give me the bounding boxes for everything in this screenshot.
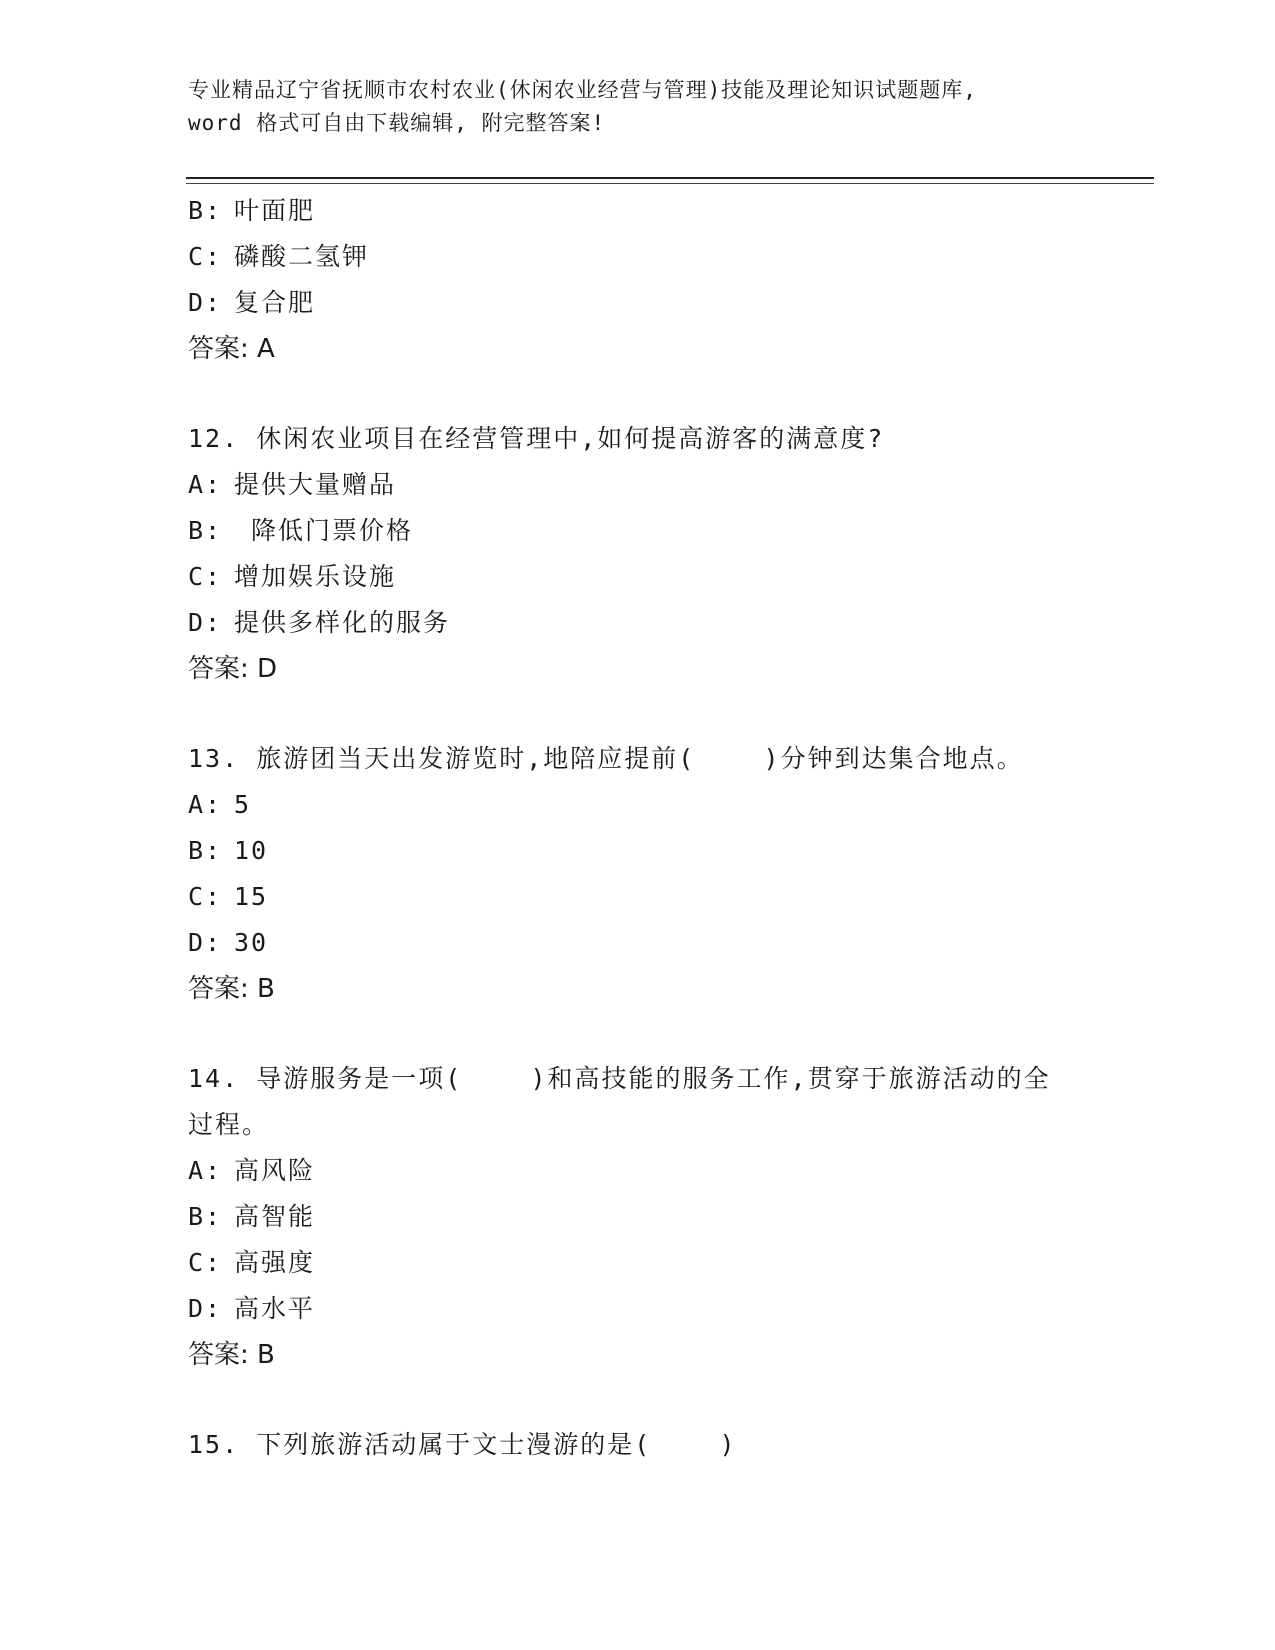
answer-line: 答案: D [188,654,278,684]
option-label: D: [188,928,223,957]
option-b [188,1194,1088,1240]
question-text-line2: 过程。 [188,1110,270,1139]
question-text: 12. 休闲农业项目在经营管理中,如何提高游客的满意度? [188,424,885,453]
question-13 [188,736,1088,1012]
option-d [188,600,1088,646]
option-label: A: [188,470,223,499]
header-divider-thick [186,177,1154,179]
option-a [188,782,1088,828]
option-text: 提供大量赠品 [234,470,397,499]
document-header [188,74,1088,140]
option-c [188,1240,1088,1286]
spacer [188,692,1088,736]
header-title-line1: 专业精品辽宁省抚顺市农村农业(休闲农业经营与管理)技能及理论知识试题题库, [188,78,977,102]
option-label: B: [188,516,223,545]
answer-line: 答案: B [188,974,275,1004]
header-title-line2: word 格式可自由下载编辑, 附完整答案! [188,111,606,135]
answer-line: 答案: A [188,334,275,364]
option-a [188,462,1088,508]
header-divider-thin [186,183,1154,184]
option-text: 30 [234,928,269,957]
option-text: 高强度 [234,1248,316,1277]
question-11-tail [188,188,1088,372]
spacer [188,1012,1088,1056]
option-text: 10 [234,836,269,865]
option-d [188,1286,1088,1332]
option-b [188,188,1088,234]
option-c [188,234,1088,280]
option-text: 15 [234,882,269,911]
question-14 [188,1056,1088,1378]
option-text: 增加娱乐设施 [234,562,397,591]
option-label: A: [188,1156,223,1185]
option-c [188,554,1088,600]
option-label: C: [188,882,223,911]
question-15 [188,1422,1088,1468]
option-text: 叶面肥 [234,196,316,225]
option-b [188,828,1088,874]
option-text: 高水平 [234,1294,316,1323]
option-label: D: [188,608,223,637]
option-label: A: [188,790,223,819]
question-text: 13. 旅游团当天出发游览时,地陪应提前( )分钟到达集合地点。 [188,744,1024,773]
spacer [188,1378,1088,1422]
option-c [188,874,1088,920]
option-a [188,1148,1088,1194]
answer-line: 答案: B [188,1340,275,1370]
spacer [188,372,1088,416]
option-label: C: [188,242,223,271]
question-12 [188,416,1088,692]
option-b [188,508,1088,554]
option-label: B: [188,836,223,865]
option-text: 高智能 [234,1202,316,1231]
option-d [188,920,1088,966]
option-text: 复合肥 [234,288,316,317]
option-label: C: [188,562,223,591]
question-text-line1: 14. 导游服务是一项( )和高技能的服务工作,贯穿于旅游活动的全 [188,1064,1051,1093]
option-text: 提供多样化的服务 [234,608,451,637]
option-text: 磷酸二氢钾 [234,242,370,271]
option-label: B: [188,1202,223,1231]
option-label: D: [188,288,223,317]
option-label: C: [188,1248,223,1277]
option-text: 5 [234,790,252,819]
option-d [188,280,1088,326]
option-text: 高风险 [234,1156,316,1185]
option-label: D: [188,1294,223,1323]
question-text: 15. 下列旅游活动属于文士漫游的是( ) [188,1430,737,1459]
option-label: B: [188,196,223,225]
option-text: 降低门票价格 [234,516,414,545]
question-list [188,188,1088,1468]
